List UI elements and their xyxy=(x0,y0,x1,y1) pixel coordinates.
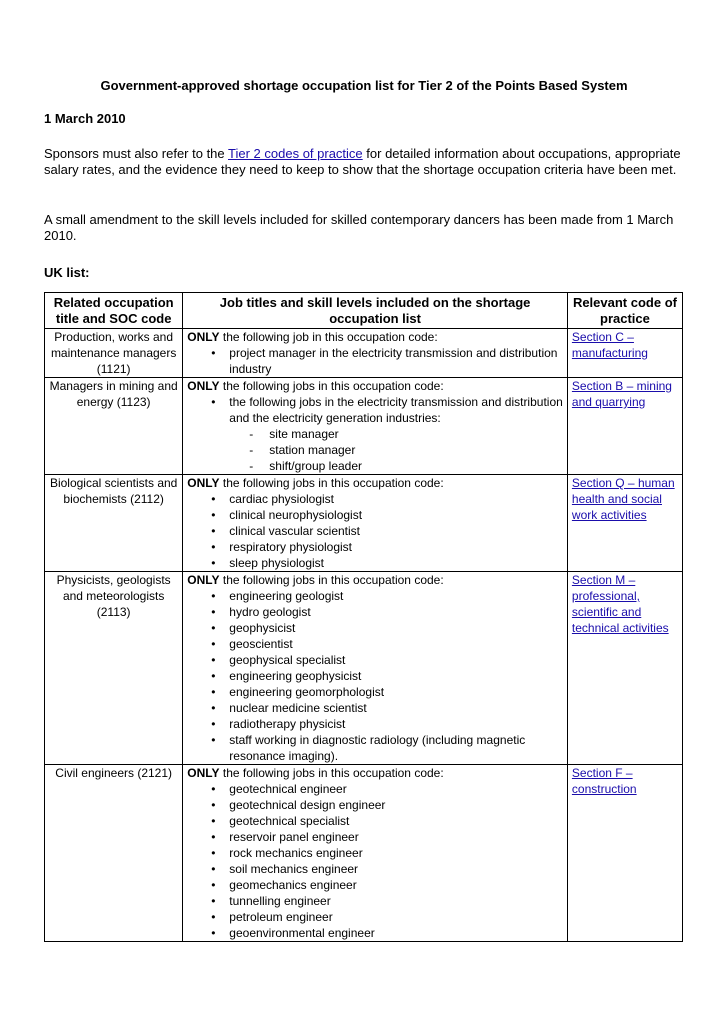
occupation-cell: Production, works and maintenance managers (1121) xyxy=(45,329,183,378)
jobs-cell xyxy=(183,329,568,378)
list-item: • petroleum engineer xyxy=(229,909,563,925)
list-item: • sleep physiologist xyxy=(229,555,563,571)
jobs-intro-text: the following jobs in this occupation code: xyxy=(219,379,444,393)
code-of-practice-link[interactable]: Section Q – human health and social work activities xyxy=(571,476,675,522)
code-cell xyxy=(567,572,682,765)
list-item: • geotechnical design engineer xyxy=(229,797,563,813)
list-item: • tunnelling engineer xyxy=(229,893,563,909)
table-header-row xyxy=(45,293,683,329)
code-of-practice-link[interactable]: Section C – manufacturing xyxy=(571,330,648,360)
occupation-cell: Civil engineers (2121) xyxy=(45,765,183,942)
occupation-cell: Physicists, geologists and meteorologists (2113) xyxy=(45,572,183,765)
code-of-practice-link[interactable]: Section B – mining and quarrying xyxy=(571,379,672,409)
list-item: • geophysical specialist xyxy=(229,652,563,668)
jobs-cell xyxy=(183,572,568,765)
table-row xyxy=(45,475,683,572)
job-list xyxy=(187,394,563,426)
jobs-cell xyxy=(183,475,568,572)
list-item: • geoenvironmental engineer xyxy=(229,925,563,941)
list-item: • soil mechanics engineer xyxy=(229,861,563,877)
job-list xyxy=(187,491,563,571)
jobs-intro xyxy=(187,475,563,491)
document-title: Government-approved shortage occupation list for Tier 2 of the Points Based System xyxy=(100,78,628,93)
only-label: ONLY xyxy=(187,476,220,490)
job-list xyxy=(187,588,563,764)
table-row xyxy=(45,329,683,378)
list-item: • cardiac physiologist xyxy=(229,491,563,507)
list-item: • geomechanics engineer xyxy=(229,877,563,893)
only-label: ONLY xyxy=(187,330,220,344)
job-list xyxy=(187,345,563,377)
occupation-cell: Managers in mining and energy (1123) xyxy=(45,378,183,475)
jobs-intro-text: the following job in this occupation code: xyxy=(219,330,438,344)
job-list xyxy=(187,781,563,941)
code-cell xyxy=(567,329,682,378)
sub-job-list xyxy=(187,426,563,474)
list-item: • rock mechanics engineer xyxy=(229,845,563,861)
code-of-practice-link[interactable]: Section M – professional, scientific and technical activities xyxy=(571,573,669,635)
amendment-paragraph: A small amendment to the skill levels included for skilled contemporary dancers has been made from 1 March 2010. xyxy=(44,212,674,243)
list-item: • staff working in diagnostic radiology (including magnetic resonance imaging). xyxy=(229,732,563,764)
jobs-intro-text: the following jobs in this occupation code: xyxy=(219,573,444,587)
code-cell xyxy=(567,765,682,942)
occupation-cell: Biological scientists and biochemists (2112) xyxy=(45,475,183,572)
header-occupation: Related occupation title and SOC code xyxy=(45,293,183,329)
jobs-cell xyxy=(183,378,568,475)
only-label: ONLY xyxy=(187,766,220,780)
table-row xyxy=(45,765,683,942)
list-item: • clinical vascular scientist xyxy=(229,523,563,539)
jobs-intro xyxy=(187,378,563,394)
code-of-practice-link[interactable]: Section F – construction xyxy=(571,766,637,796)
sub-list-item: - site manager xyxy=(269,426,563,442)
list-item: • nuclear medicine scientist xyxy=(229,700,563,716)
header-job-titles: Job titles and skill levels included on the shortage occupation list xyxy=(183,293,568,329)
only-label: ONLY xyxy=(187,379,220,393)
shortage-occupation-table xyxy=(44,292,683,942)
intro-text-before: Sponsors must also refer to the xyxy=(44,146,229,161)
sub-list-item: - station manager xyxy=(269,442,563,458)
code-cell xyxy=(567,475,682,572)
list-item: • geotechnical engineer xyxy=(229,781,563,797)
list-item: • engineering geophysicist xyxy=(229,668,563,684)
only-label: ONLY xyxy=(187,573,220,587)
list-item: • hydro geologist xyxy=(229,604,563,620)
codes-of-practice-link[interactable]: Tier 2 codes of practice xyxy=(228,146,363,161)
list-item: • geoscientist xyxy=(229,636,563,652)
code-cell xyxy=(567,378,682,475)
list-item: • geotechnical specialist xyxy=(229,813,563,829)
jobs-intro-text: the following jobs in this occupation code: xyxy=(219,766,444,780)
intro-paragraph xyxy=(44,146,684,178)
sub-list-item: - shift/group leader xyxy=(269,458,563,474)
jobs-intro xyxy=(187,765,563,781)
table-row xyxy=(45,572,683,765)
jobs-intro-text: the following jobs in this occupation code: xyxy=(219,476,444,490)
jobs-cell xyxy=(183,765,568,942)
jobs-intro xyxy=(187,572,563,588)
list-item: • radiotherapy physicist xyxy=(229,716,563,732)
table-body xyxy=(45,329,683,942)
list-item: • respiratory physiologist xyxy=(229,539,563,555)
list-item: • the following jobs in the electricity transmission and distribution and the electricity generation industries: xyxy=(229,394,563,426)
list-item: • engineering geomorphologist xyxy=(229,684,563,700)
header-code-of-practice: Relevant code of practice xyxy=(567,293,682,329)
table-row xyxy=(45,378,683,475)
document-date: 1 March 2010 xyxy=(44,111,126,126)
list-item: • clinical neurophysiologist xyxy=(229,507,563,523)
jobs-intro xyxy=(187,329,563,345)
list-item: • geophysicist xyxy=(229,620,563,636)
intro-text-after: for detailed information about occupations, appropriate salary rates, and the evidence they need to keep to show that the shortage occupation criteria have been met. xyxy=(44,146,681,177)
list-item: • reservoir panel engineer xyxy=(229,829,563,845)
uk-list-heading: UK list: xyxy=(44,265,90,280)
list-item: • engineering geologist xyxy=(229,588,563,604)
list-item: • project manager in the electricity transmission and distribution industry xyxy=(229,345,563,377)
